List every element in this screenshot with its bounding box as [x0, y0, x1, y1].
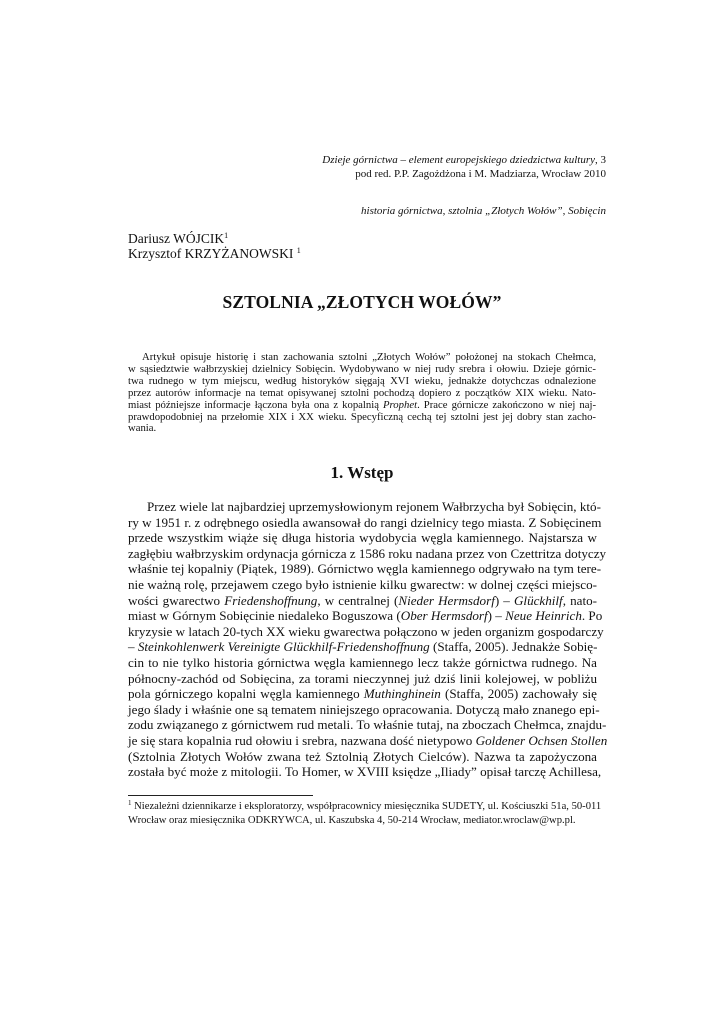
body-line: nie ważną rolę, przejawem czego było istnienie kilku gwarectw: w dolnej części miejsco- [128, 576, 597, 592]
series-volume: , 3 [595, 154, 606, 166]
body-line [128, 686, 597, 702]
abstract [128, 352, 596, 435]
author-2 [128, 246, 301, 261]
body-line: właśnie tej kopalniy (Piątek, 1989). Górnictwo węgla kamiennego odgrywało na tym tere- [128, 561, 602, 577]
body-line [128, 608, 603, 624]
body-text [128, 499, 608, 780]
body-italic: Muthinghinein [363, 686, 441, 702]
body-line [128, 639, 597, 655]
body-text-run: miast w Górnym Sobięcinie niedaleko Boguszowa ( [128, 608, 401, 624]
abstract-line: w sąsiedztwie wałbrzyskiej dzielnicy Sobięcin. Wydobywano w niej rudy srebra i ołowiu. Dzieje górnic- [128, 362, 596, 375]
editors-line: pod red. P.P. Zagożdżona i M. Madziarza, Wrocław 2010 [355, 168, 606, 180]
footnote-mark: 1 [224, 231, 229, 240]
body-text-run: ) – [487, 608, 506, 624]
paper-title: SZTOLNIA „ZŁOTYCH WOŁÓW” [222, 292, 502, 312]
body-line: (Sztolnia Złotych Wołów zwana też Sztolnią Złotych Cielców). Nazwa ta zapożyczona [128, 748, 597, 764]
footnote-mark: 1 [296, 246, 301, 255]
body-italic: Neue Heinrich [505, 608, 582, 624]
footnote-line: Wrocław oraz miesięcznika ODKRYWCA, ul. Kaszubska 4, 50-214 Wrocław, mediator.wroclaw@wp.pl. [128, 815, 576, 826]
abstract-italic: Prophet [383, 398, 418, 411]
body-line: północny-zachód od Sobięcina, za torami nieczynnej już dziś linii kolejowej, w pobliżu [128, 670, 597, 686]
series-title: Dzieje górnictwa – element europejskiego dziedzictwa kultury [322, 154, 595, 166]
abstract-text: . Prace górnicze zakończono w niej naj- [417, 398, 596, 411]
author-name: Dariusz WÓJCIK [128, 231, 225, 246]
body-line: jego ślady i właśnie one są tematem niniejszego opracowania. Dotyczą mało znanego epi- [128, 701, 600, 717]
body-line [128, 593, 597, 609]
footnote [128, 799, 602, 828]
body-text-run: (Staffa, 2005). Jednakże Sobię- [429, 639, 598, 655]
abstract-text: miast późniejsze informacje łączona była ona z kopalnią [128, 398, 384, 411]
body-text-run: pola górniczego kopalni węgla kamiennego [128, 686, 364, 702]
section-heading: 1. Wstęp [330, 463, 394, 482]
body-text-run: – [128, 639, 138, 655]
body-line: Przez wiele lat najbardziej uprzemysłowionym rejonem Wałbrzycha był Sobięcin, któ- [147, 499, 601, 514]
body-italic: Glückhilf [513, 592, 563, 608]
author-1 [128, 231, 301, 246]
abstract-line: przez autorów informacje na temat opisywanej sztolni pochodzą dopiero z początków XIX wieku. Nato- [128, 386, 596, 399]
body-line: kryzysie w latach 20-tych XX wieku gwarectwa połączono w jeden organizm gospodarczy [128, 623, 604, 639]
body-text-run: (Staffa, 2005) zachowały się [440, 686, 597, 702]
body-italic: Friedenshoffnung [224, 592, 318, 608]
body-line: została być może z mitologii. To Homer, w XVIII księdze „Iliady” opisał tarczę Achillesa, [128, 764, 602, 780]
body-line: zagłębiu wałbrzyskim ordynacja górnicza z 1586 roku nadana przez von Czettritza dotyczy [128, 545, 607, 561]
body-italic: Nieder Hermsdorf [398, 592, 495, 608]
body-line [128, 732, 608, 749]
abstract-line: wania. [128, 422, 157, 435]
abstract-line: prawdopodobniej na przełomie XIX i XX wieku. Specyficzną cechą tej sztolni jest jej dobry stan zacho- [128, 410, 596, 423]
body-line: ry w 1951 r. z odrębnego osiedla awansował do rangi dzielnicy tego miasta. Z Sobięcinem [128, 514, 602, 530]
body-italic: Steinkohlenwerk Vereinigte Glückhilf-Friedenshoffnung [137, 639, 430, 655]
abstract-line [128, 400, 596, 412]
footnote-mark: 1 [128, 799, 132, 807]
footnote-text: Niezależni dziennikarze i eksploratorzy, współpracownicy miesięcznika SUDETY, ul. Kościuszki 51a, 50-011 [131, 801, 602, 812]
body-italic: Goldener Ochsen Stollen [475, 732, 608, 748]
body-text-run: ) – [494, 592, 514, 608]
body-text-run: , nato- [562, 592, 597, 608]
keywords-line: historia górnictwa, sztolnia „Złotych Wołów”, Sobięcin [361, 205, 606, 217]
abstract-line: Artykuł opisuje historię i stan zachowania sztolni „Złotych Wołów” położonej na stokach Chełmca, [142, 351, 596, 363]
body-text-run: , w centralnej ( [317, 592, 399, 608]
author-name: Krzysztof KRZYŻANOWSKI [128, 246, 297, 261]
series-header [322, 153, 606, 167]
body-text-run: je się stara kopalnia rud ołowiu i srebra, nazwana dość nietypowo [128, 732, 476, 748]
footnote-divider [128, 795, 313, 796]
body-line: przede wszystkim wiąże się długa historia wydobycia węgla kamiennego. Najstarsza w [128, 530, 597, 546]
body-line: zodu związanego z górnictwem rud metali. To właśnie tutaj, na zboczach Chełmca, znajdu- [128, 717, 607, 733]
abstract-line: twa rudnego w tym miejscu, według historyków sięgają XVI wieku, jednakże dotychczas odnalezione [128, 374, 596, 387]
body-italic: Ober Hermsdorf [400, 608, 488, 624]
body-text-run: . Po [581, 608, 603, 624]
body-text-run: wości gwarectwo [128, 592, 225, 608]
body-line: cin to nie tylko historia górnictwa węgla kamiennego lecz także górnictwa rudnego. Na [128, 654, 597, 670]
author-block [128, 231, 301, 261]
footnote-line [128, 799, 602, 814]
